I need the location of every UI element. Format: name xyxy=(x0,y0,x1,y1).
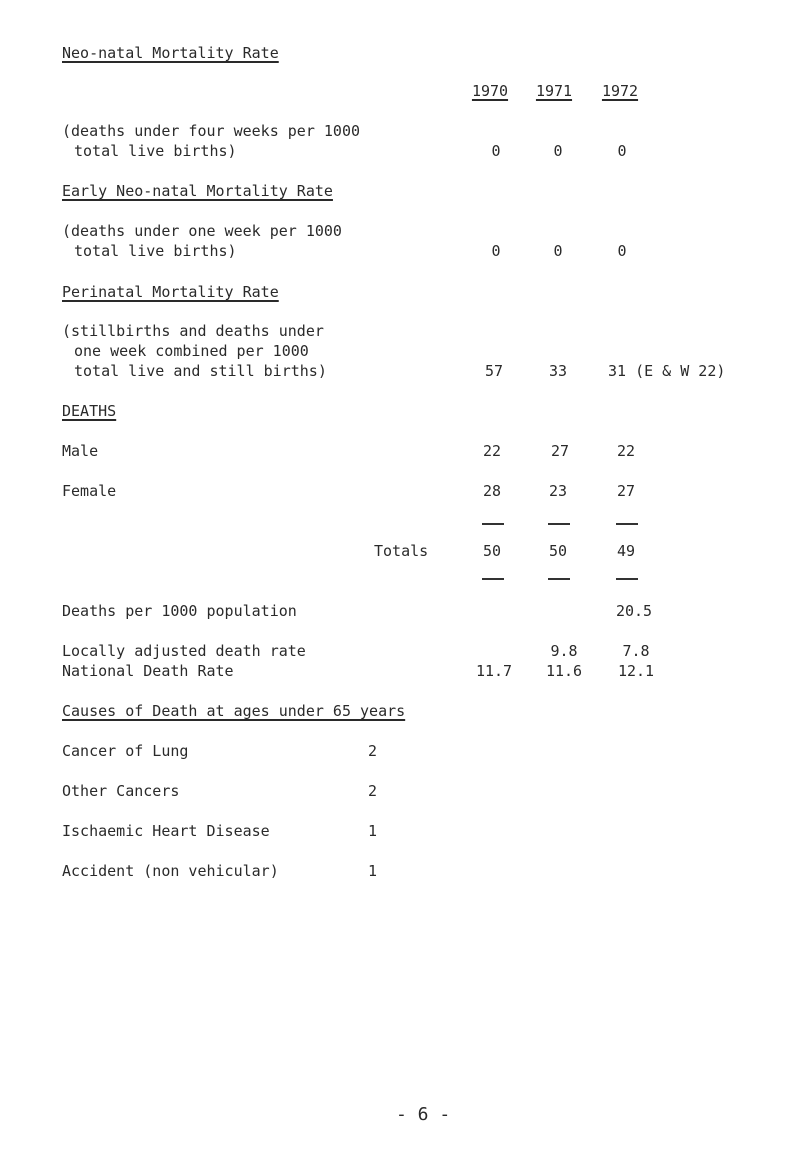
perinatal-1970: 57 xyxy=(484,362,504,380)
early-1972: 0 xyxy=(617,242,627,260)
neonatal-title: Neo-natal Mortality Rate xyxy=(62,44,279,62)
male-1971: 27 xyxy=(550,442,570,460)
national-rate-1970: 11.7 xyxy=(475,662,513,680)
local-rate-1971: 9.8 xyxy=(550,642,578,660)
female-1970: 28 xyxy=(482,482,502,500)
early-1970: 0 xyxy=(491,242,501,260)
page-number: - 6 - xyxy=(396,1104,451,1125)
cause-label-accident: Accident (non vehicular) xyxy=(62,862,279,880)
deaths-per-1000-label: Deaths per 1000 population xyxy=(62,602,297,620)
cause-count-other-cancers: 2 xyxy=(368,782,378,800)
neonatal-desc-line1: (deaths under four weeks per 1000 xyxy=(62,122,361,140)
female-1971: 23 xyxy=(548,482,568,500)
totals-label: Totals xyxy=(374,542,429,560)
year-header-1972: 1972 xyxy=(601,82,639,100)
perinatal-desc-line3: total live and still births) xyxy=(74,362,327,380)
totals-1970: 50 xyxy=(482,542,502,560)
deaths-title: DEATHS xyxy=(62,402,117,420)
deaths-per-1000-1972: 20.5 xyxy=(615,602,653,620)
male-label: Male xyxy=(62,442,99,460)
cause-count-heart: 1 xyxy=(368,822,378,840)
totals-1971: 50 xyxy=(548,542,568,560)
perinatal-desc-line2: one week combined per 1000 xyxy=(74,342,309,360)
national-rate-1972: 12.1 xyxy=(617,662,655,680)
perinatal-1972: 31 (E & W 22) xyxy=(608,362,726,380)
neonatal-1970: 0 xyxy=(491,142,501,160)
perinatal-desc-line1: (stillbirths and deaths under xyxy=(62,322,324,340)
male-1972: 22 xyxy=(616,442,636,460)
year-header-1971: 1971 xyxy=(535,82,573,100)
cause-label-heart: Ischaemic Heart Disease xyxy=(62,822,270,840)
cause-count-accident: 1 xyxy=(368,862,378,880)
national-rate-label: National Death Rate xyxy=(62,662,234,680)
early-1971: 0 xyxy=(553,242,563,260)
totals-rule-bottom-1970 xyxy=(482,578,504,580)
early-desc-line2: total live births) xyxy=(74,242,237,260)
female-label: Female xyxy=(62,482,117,500)
neonatal-1971: 0 xyxy=(553,142,563,160)
totals-rule-top-1970 xyxy=(482,523,504,525)
local-rate-1972: 7.8 xyxy=(622,642,650,660)
early-desc-line1: (deaths under one week per 1000 xyxy=(62,222,342,240)
perinatal-title: Perinatal Mortality Rate xyxy=(62,283,279,301)
early-neonatal-title: Early Neo-natal Mortality Rate xyxy=(62,182,333,200)
year-header-1970: 1970 xyxy=(471,82,509,100)
cause-count-lung: 2 xyxy=(368,742,378,760)
causes-title: Causes of Death at ages under 65 years xyxy=(62,702,406,720)
neonatal-desc-line2: total live births) xyxy=(74,142,237,160)
neonatal-1972: 0 xyxy=(617,142,627,160)
cause-label-lung: Cancer of Lung xyxy=(62,742,189,760)
local-rate-label: Locally adjusted death rate xyxy=(62,642,306,660)
national-rate-1971: 11.6 xyxy=(545,662,583,680)
totals-1972: 49 xyxy=(616,542,636,560)
totals-rule-bottom-1972 xyxy=(616,578,638,580)
totals-rule-top-1971 xyxy=(548,523,570,525)
totals-rule-bottom-1971 xyxy=(548,578,570,580)
male-1970: 22 xyxy=(482,442,502,460)
cause-label-other-cancers: Other Cancers xyxy=(62,782,180,800)
perinatal-1971: 33 xyxy=(548,362,568,380)
totals-rule-top-1972 xyxy=(616,523,638,525)
female-1972: 27 xyxy=(616,482,636,500)
